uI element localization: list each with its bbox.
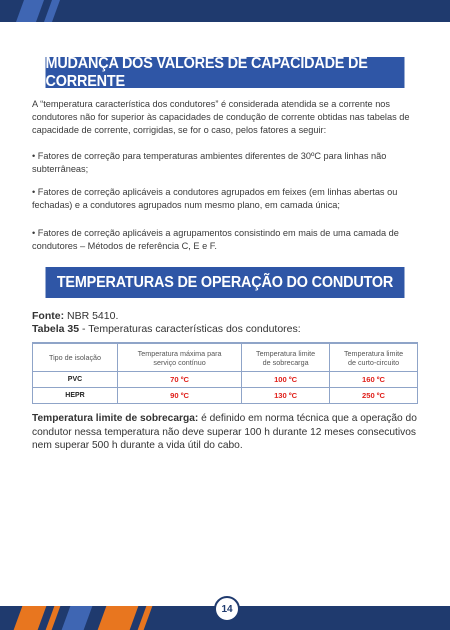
- cell-value: 70 ºC: [118, 372, 242, 388]
- section-banner-operating-temperatures: TEMPERATURAS DE OPERAÇÃO DO CONDUTOR: [46, 267, 405, 298]
- bullet-item: • Fatores de correção aplicáveis a agrupamentos consistindo em mais de uma camada de condutores – Métodos de referência C, E e F.: [32, 228, 399, 251]
- cell-value: 250 ºC: [330, 388, 418, 404]
- cell-insulation: HEPR: [33, 388, 118, 404]
- source-label: Fonte:: [32, 310, 65, 322]
- intro-paragraph: A “temperatura característica dos condutores” é considerada atendida se a corrente nos condutores não for superior às capacidades de condução de corrente obtidas nas tabelas de capacidade de corrente, corrigidas, se for o caso, pelos fatores a seguir:: [32, 99, 410, 135]
- table-header-row: [33, 343, 418, 372]
- cell-value: 130 ºC: [242, 388, 330, 404]
- overload-note: [32, 412, 422, 453]
- header-short-circuit-limit: Temperatura limite de curto-circuito: [330, 343, 418, 372]
- section-banner-current-capacity: MUDANÇA DOS VALORES DE CAPACIDADE DE CORRENTE: [46, 57, 405, 88]
- bullet-item: • Fatores de correção aplicáveis a condutores agrupados em feixes (em linhas abertas ou fechadas) e a condutores agrupados num mesmo plano, em camada única;: [32, 187, 398, 210]
- table-row: [33, 388, 418, 404]
- table-caption-text: - Temperaturas características dos condutores:: [79, 323, 301, 335]
- source-block: [32, 310, 301, 336]
- header-insulation-type: Tipo de isolação: [33, 343, 118, 372]
- cell-insulation: PVC: [33, 372, 118, 388]
- cell-value: 90 ºC: [118, 388, 242, 404]
- header-max-continuous: Temperatura máxima para serviço contínuo: [118, 343, 242, 372]
- cell-value: 160 ºC: [330, 372, 418, 388]
- conductor-temperature-table: [32, 342, 418, 404]
- note-label: Temperatura limite de sobrecarga:: [32, 413, 199, 424]
- source-value: NBR 5410.: [64, 310, 119, 322]
- table-caption-label: Tabela 35: [32, 323, 80, 335]
- page-number: 14: [214, 596, 240, 622]
- top-header-bar: [0, 0, 450, 22]
- header-overload-limit: Temperatura limite de sobrecarga: [242, 343, 330, 372]
- note-text: é definido em norma técnica que a operação do condutor nessa temperatura não deve superar 100 h durante 12 meses consecutivos nem superar 500 h durante a vida útil do cabo.: [32, 413, 417, 451]
- table-row: [33, 372, 418, 388]
- bullet-item: • Fatores de correção para temperaturas ambientes diferentes de 30ºC para linhas não subterrâneas;: [32, 151, 387, 174]
- cell-value: 100 ºC: [242, 372, 330, 388]
